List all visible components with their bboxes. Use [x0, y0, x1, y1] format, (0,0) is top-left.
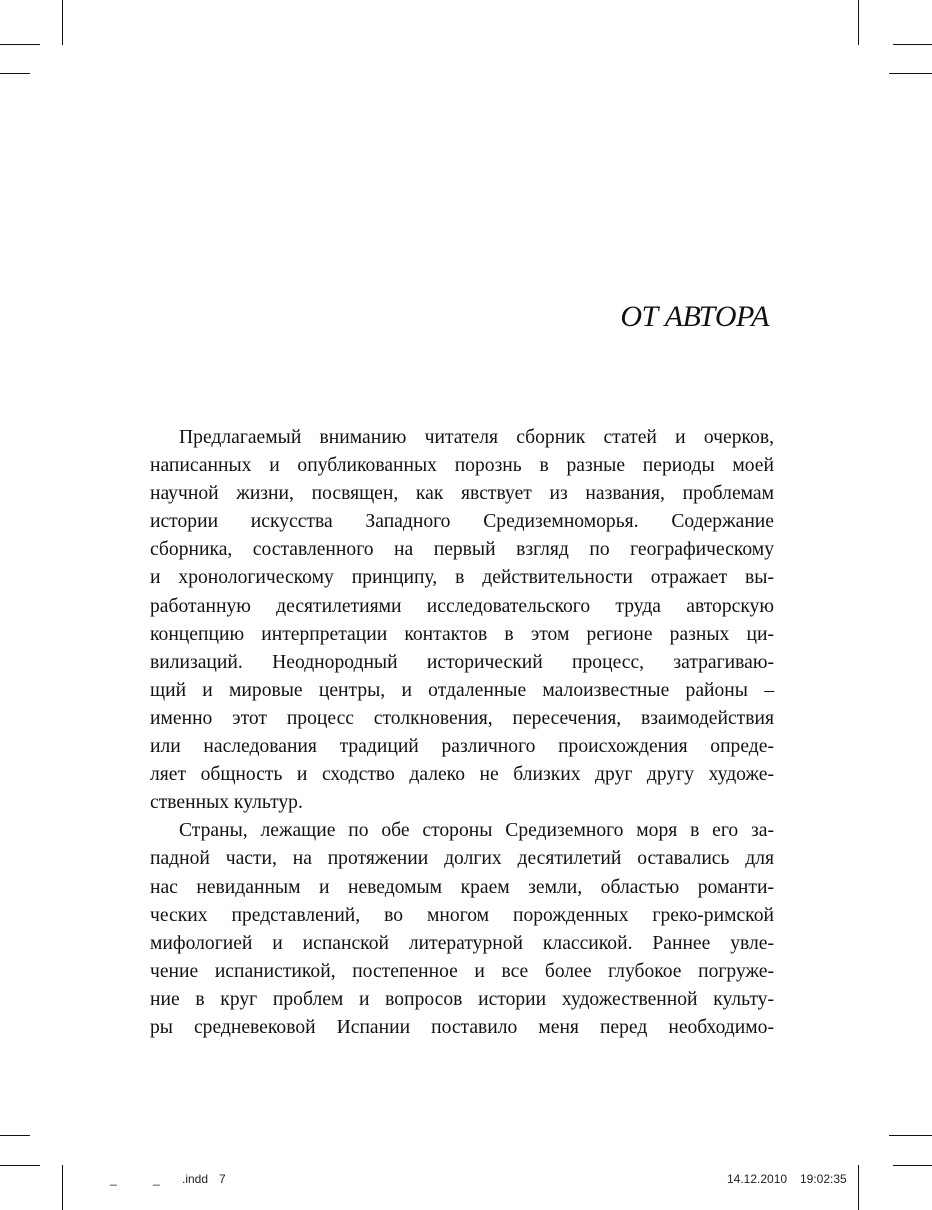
text-line: именно этот процесс столкновения, пересечения, взаимодействия: [150, 707, 774, 729]
text-line: истории искусства Западного Средиземноморья. Содержание: [150, 511, 774, 533]
crop-mark-bottom-left-horizontal: [0, 1165, 40, 1166]
slug-time: 19:02:35: [800, 1172, 847, 1186]
crop-mark-top-left-vertical: [62, 0, 63, 45]
text-line: концепцию интерпретации контактов в этом регионе разных ци-: [150, 623, 774, 645]
paragraph-2: [150, 817, 774, 1042]
crop-mark-bottom-right-horizontal: [893, 1165, 932, 1166]
text-line: ляет общность и сходство далеко не близких друг другу художе-: [150, 764, 774, 786]
text-line: и хронологическому принципу, в действительности отражает вы-: [150, 567, 774, 589]
text-line: нас невиданным и неведомым краем земли, областью романти-: [150, 876, 774, 898]
crop-mark-top-right-vertical: [858, 0, 859, 45]
text-line: научной жизни, посвящен, как явствует из названия, проблемам: [150, 483, 774, 505]
text-line: чение испанистикой, постепенное и все более глубокое погруже-: [150, 960, 774, 982]
chapter-title: ОТ АВТОРА: [620, 300, 769, 333]
text-line: вилизаций. Неоднородный исторический процесс, затрагиваю-: [150, 651, 774, 673]
crop-mark-top-left-horizontal: [0, 44, 40, 45]
bleed-mark-top-right: [889, 73, 932, 74]
text-line: Страны, лежащие по обе стороны Средиземного моря в его за-: [179, 820, 774, 842]
slug-date: 14.12.2010: [727, 1172, 788, 1186]
crop-mark-bottom-right-vertical: [858, 1165, 859, 1210]
slug-file-name: .indd: [182, 1172, 209, 1186]
text-line: ственных культур.: [150, 792, 303, 814]
text-line: мифологией и испанской литературной классикой. Раннее увле-: [150, 932, 774, 954]
slug-page-number: 7: [219, 1172, 226, 1186]
crop-mark-top-right-horizontal: [893, 44, 932, 45]
paragraph-1: [150, 424, 774, 817]
text-line: работанную десятилетиями исследовательского труда авторскую: [150, 595, 774, 617]
text-line: ние в круг проблем и вопросов истории художественной культу-: [150, 988, 774, 1010]
bleed-mark-bottom-left: [0, 1135, 30, 1136]
bleed-mark-top-left: [0, 73, 30, 74]
bleed-mark-bottom-right: [889, 1135, 932, 1136]
text-line: ры средневековой Испании поставило меня перед необходимо-: [150, 1016, 774, 1038]
text-line: написанных и опубликованных порознь в разные периоды моей: [150, 455, 774, 477]
text-line: ческих представлений, во многом порожденных греко-римской: [150, 904, 774, 926]
text-line: Предлагаемый вниманию читателя сборник статей и очерков,: [179, 427, 774, 448]
text-line: сборника, составленного на первый взгляд по географическому: [150, 539, 774, 561]
text-line: щий и мировые центры, и отдаленные малоизвестные районы –: [150, 679, 774, 701]
crop-mark-bottom-left-vertical: [62, 1165, 63, 1210]
text-line: или наследования традиций различного происхождения опреде-: [150, 736, 774, 758]
body-text: [150, 424, 774, 1042]
slug-mark-1: _: [110, 1172, 117, 1186]
slug-mark-2: _: [153, 1172, 160, 1186]
text-line: падной части, на протяжении долгих десятилетий оставались для: [150, 848, 774, 870]
